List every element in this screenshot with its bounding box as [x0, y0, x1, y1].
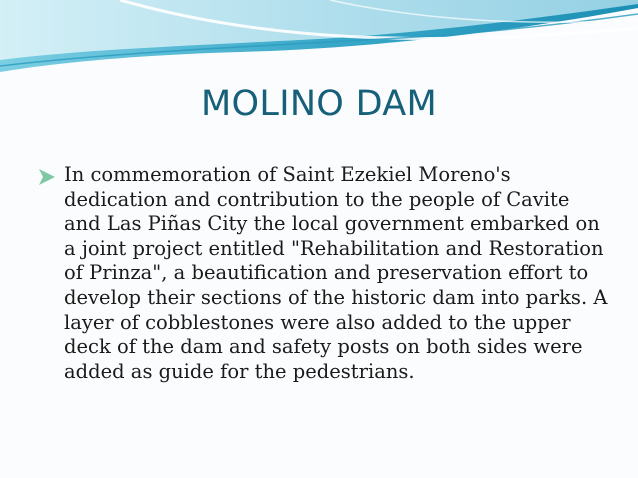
bullet-paragraph: In commemoration of Saint Ezekiel Moreno's dedication and contribution to the people of Cavite and Las Piñas City the local government embarked on a joint project entitled "Rehabilitation and Restoration of Prinza", a beautification and preservation effort to develop their sections of the historic dam into parks. A layer of cobblestones were also added to the upper deck of the dam and safety posts on both sides were added as guide for the pedestrians. [64, 163, 608, 383]
slide-title: MOLINO DAM [201, 84, 437, 124]
arrow-bullet-icon [36, 166, 58, 188]
header-wave-decoration [0, 0, 638, 80]
